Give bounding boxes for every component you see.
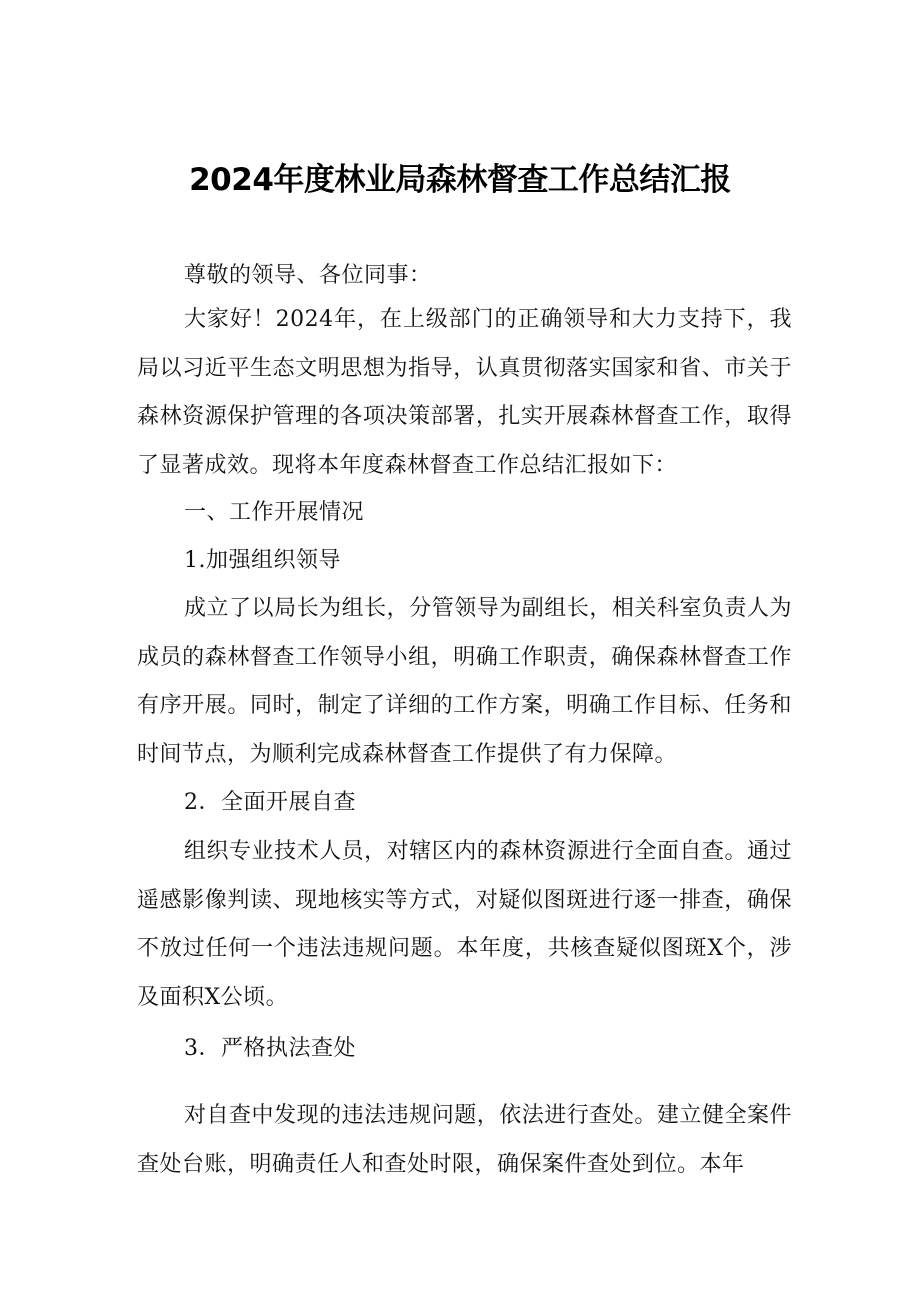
subsection-heading-2: 2．全面开展自查	[184, 790, 356, 815]
salutation: 尊敬的领导、各位同事：	[184, 263, 432, 288]
subsection-heading-1: 1.加强组织领导	[184, 548, 341, 573]
section-heading-1: 一、工作开展情况	[184, 500, 365, 525]
subsection-body-2: 组织专业技术人员，对辖区内的森林资源进行全面自查。通过遥感影像判读、现地核实等方式，对疑似图斑进行逐一排查，确保不放过任何一个违法违规问题。本年度，共核查疑似图斑X个，涉及面积X公顷。	[137, 839, 792, 1010]
subsection-heading-3: 3．严格执法查处	[184, 1036, 356, 1061]
intro-paragraph: 大家好！2024年，在上级部门的正确领导和大力支持下，我局以习近平生态文明思想为指导，认真贯彻落实国家和省、市关于森林资源保护管理的各项决策部署，扎实开展森林督查工作，取得了显著成效。现将本年度森林督查工作总结汇报如下：	[137, 307, 792, 478]
document-title: 2024年度林业局森林督查工作总结汇报	[189, 162, 731, 198]
subsection-body-3: 对自查中发现的违法违规问题，依法进行查处。建立健全案件查处台账，明确责任人和查处时限，确保案件查处到位。本年	[137, 1103, 792, 1177]
subsection-body-1: 成立了以局长为组长，分管领导为副组长，相关科室负责人为成员的森林督查工作领导小组，明确工作职责，确保森林督查工作有序开展。同时，制定了详细的工作方案，明确工作目标、任务和时间节点，为顺利完成森林督查工作提供了有力保障。	[137, 596, 792, 767]
